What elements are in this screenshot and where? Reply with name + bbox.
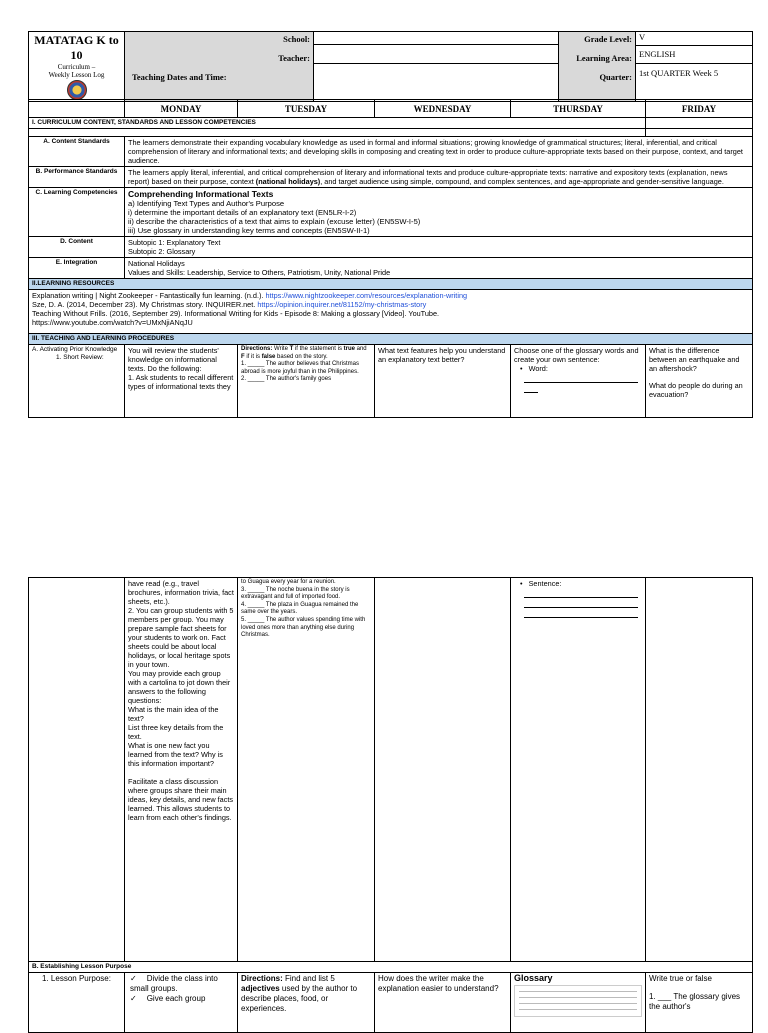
subtopic-2: Subtopic 2: Glossary <box>128 247 196 256</box>
weekly-lesson-log-label: Weekly Lesson Log <box>48 71 105 79</box>
teaching-dates-field[interactable] <box>314 69 558 83</box>
competency-line: ii) describe the characteristics of a text that aims to explain (excuse letter) (EN5SW-I-5) <box>128 217 421 226</box>
word-answer-line[interactable] <box>524 373 638 383</box>
resource-link[interactable]: https://www.nightzookeeper.com/resources/explanation-writing <box>265 291 468 300</box>
subtopic-1: Subtopic 1: Explanatory Text <box>128 238 221 247</box>
school-label: School: <box>283 34 311 44</box>
quarter-label: Quarter: <box>599 72 633 82</box>
day-tuesday: TUESDAY <box>238 100 375 118</box>
grade-level-value[interactable]: V <box>636 32 752 46</box>
lesson-purpose-label: 1. Lesson Purpose: <box>29 973 125 1033</box>
day-friday: FRIDAY <box>646 100 753 118</box>
resource-item: Sze, D. A. (2014, December 23). My Christmas story. INQUIRER.net. https://opinion.inquirer.net/81152/my-christmas-story <box>32 300 427 309</box>
content-standards-text: The learners demonstrate their expanding vocabulary knowledge as used in formal and informal situations; growing knowledge of grammatical structures; literal, inferential, and critical comprehension of literary and informational texts; and developing skills in composing and creating text in order to produce culture-appropriate texts based on their purpose, context, and target audience. <box>125 137 753 167</box>
glossary-title: Glossary <box>514 973 553 983</box>
competency-line: iii) Use glossary in understanding key terms and concepts (EN5SW-II-1) <box>128 226 370 235</box>
section-learning-resources: II.LEARNING RESOURCES <box>29 279 753 290</box>
performance-standards-label: B. Performance Standards <box>29 167 125 188</box>
school-field[interactable] <box>314 32 558 45</box>
sentence-answer-line[interactable] <box>524 608 638 618</box>
teaching-dates-label: Teaching Dates and Time: <box>132 72 227 82</box>
integration-line: National Holidays <box>128 259 185 268</box>
competency-line: a) Identifying Text Types and Author's Purpose <box>128 199 285 208</box>
monday-purpose-cell: ✓ Divide the class into small groups. ✓ Give each group <box>125 973 238 1033</box>
integration-line: Values and Skills: Leadership, Service to Others, Patriotism, Unity, National Pride <box>128 268 391 277</box>
integration-text <box>125 258 753 279</box>
lesson-log-header <box>28 31 752 102</box>
lesson-table-page-2 <box>28 577 752 1033</box>
corner-cell <box>29 100 125 118</box>
glossary-table-image <box>514 985 642 1017</box>
learning-competencies-text <box>125 188 753 237</box>
monday-review-continued: have read (e.g., travel brochures, information trivia, fact sheets, etc.). 2. You can group students with 5 members per group. You may prepare sample fact sheets for your students to work on. Fact sheets could be about local holidays, or local heritage spots in your town. You may provide each group with a cartolina to jot down their answers to the following questions: What is the main idea of the text? List three key details from the text. What is one new fact you learned from the text? Why is this information important? Facilitate a class discussion where groups share their main ideas, key details, and new facts learned. This allows students to learn from each other's findings. <box>125 578 238 962</box>
activating-prior-knowledge-label: A. Activating Prior Knowledge 1. Short Review: <box>29 345 125 418</box>
competency-title: Comprehending Informational Texts <box>128 189 274 199</box>
thursday-review-continued: • Sentence: <box>511 578 646 962</box>
tuesday-review-continued: to Guagua every year for a reunion. 3. _____ The noche buena in the story is extravagant and full of imported food. 4. _____ The plaza in Guagua remained the same over the years. 5. _____ The author values spending time with loved ones more than anything else during Christmas. <box>238 578 375 962</box>
tuesday-review-cell: Directions: Write T if the statement is true and F if it is false based on the story. 1. _____ The author believes that Christmas abroad is more joyful than in the Philippines. 2. _____ The author's family goes <box>238 345 375 418</box>
content-text <box>125 237 753 258</box>
resource-item: Teaching Without Frills. (2016, September 29). Informational Writing for Kids - Episode 8: Making a glossary [Video]. YouTube. <box>32 309 440 318</box>
wednesday-purpose-cell: How does the writer make the explanation easier to understand? <box>375 973 511 1033</box>
lesson-table-page-1 <box>28 99 752 418</box>
learning-area-label: Learning Area: <box>576 53 633 63</box>
monday-review-cell: You will review the students' knowledge on informational texts. Do the following: 1. Ask students to recall different types of informational texts they <box>125 345 238 418</box>
day-monday: MONDAY <box>125 100 238 118</box>
quarter-value[interactable]: 1st QUARTER Week 5 <box>639 68 719 78</box>
day-thursday: THURSDAY <box>511 100 646 118</box>
learning-competencies-label: C. Learning Competencies <box>29 188 125 237</box>
section-curriculum-content: I. CURRICULUM CONTENT, STANDARDS AND LESSON COMPETENCIES <box>29 118 646 129</box>
performance-standards-text: The learners apply literal, inferential, and critical comprehension of literary and informational texts and produce culture-appropriate texts: narrative and expository texts (explanation, news report) based on their purpose, context (national holidays), and target audience using simple, compound, and complex sentences, and age-appropriate and gender-sensitive language. <box>125 167 753 188</box>
resource-item[interactable]: https://www.youtube.com/watch?v=UMxNjiANqJU <box>32 318 193 327</box>
friday-purpose-cell: Write true or false 1. ___ The glossary gives the author's <box>646 973 753 1033</box>
curriculum-subtitle: Curriculum – <box>57 63 96 71</box>
competency-line: i) determine the important details of an explanatory text (EN5LR-I-2) <box>128 208 357 217</box>
integration-label: E. Integration <box>29 258 125 279</box>
teacher-label: Teacher: <box>278 53 311 63</box>
friday-review-cell: What is the difference between an earthquake and an aftershock? What do people do during an evacuation? <box>646 345 753 418</box>
deped-seal-icon <box>67 80 87 100</box>
learning-resources-list <box>29 290 753 334</box>
teacher-field[interactable] <box>314 50 558 64</box>
tuesday-purpose-cell: Directions: Find and list 5 adjectives used by the author to describe places, food, or experiences. <box>238 973 375 1033</box>
section-establishing-purpose: B. Establishing Lesson Purpose <box>29 962 753 973</box>
learning-area-value[interactable]: ENGLISH <box>636 46 752 64</box>
curriculum-title-block <box>29 32 125 102</box>
content-standards-label: A. Content Standards <box>29 137 125 167</box>
resource-item: Explanation writing | Night Zookeeper - Fantastically fun learning. (n.d.). https://www.nightzookeeper.com/resources/explanation-writing <box>32 291 468 300</box>
resource-link[interactable]: https://opinion.inquirer.net/81152/my-christmas-story <box>257 300 427 309</box>
word-answer-line[interactable] <box>524 383 538 393</box>
content-label: D. Content <box>29 237 125 258</box>
section-teaching-procedures: III. TEACHING AND LEARNING PROCEDURES <box>29 334 753 345</box>
sentence-answer-line[interactable] <box>524 588 638 598</box>
grade-level-label: Grade Level: <box>584 34 633 44</box>
curriculum-title: MATATAG K to 10 <box>34 33 119 62</box>
sentence-answer-line[interactable] <box>524 598 638 608</box>
wednesday-review-continued <box>375 578 511 962</box>
wednesday-review-cell: What text features help you understand an explanatory text better? <box>375 345 511 418</box>
friday-review-continued <box>646 578 753 962</box>
day-wednesday: WEDNESDAY <box>375 100 511 118</box>
thursday-review-cell: Choose one of the glossary words and create your own sentence: • Word: <box>511 345 646 418</box>
